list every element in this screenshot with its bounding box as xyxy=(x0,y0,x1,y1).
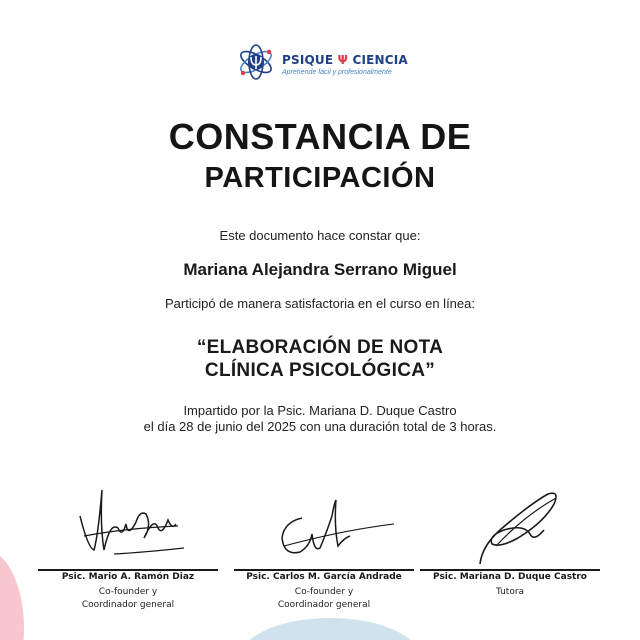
recipient-name: Mariana Alejandra Serrano Miguel xyxy=(183,260,457,279)
signature-line-1 xyxy=(38,569,218,571)
signature-block-2 xyxy=(234,476,414,626)
course-title-line1: “ELABORACIÓN DE NOTA xyxy=(196,337,444,358)
decorative-pink-shape xyxy=(0,548,24,640)
signatory-role-1b: Coordinador general xyxy=(81,600,175,610)
participation-text: Participó de manera satisfactoria en el curso en línea: xyxy=(164,296,475,311)
signature-line-3 xyxy=(420,569,600,571)
signatory-role-2a: Co-founder y xyxy=(294,587,354,597)
handwritten-signature-1 xyxy=(38,476,218,568)
certificate-title-line1: CONSTANCIA DE xyxy=(168,116,472,157)
brand-tagline: Aprehende fácil y profesionalmente xyxy=(282,69,392,76)
psi-symbol: Ψ xyxy=(337,53,349,67)
course-title-line2: CLÍNICA PSICOLÓGICA” xyxy=(204,360,436,381)
brand-name xyxy=(282,53,408,67)
signatory-name-1: Psic. Mario A. Ramón Diaz xyxy=(61,572,195,582)
handwritten-signature-3 xyxy=(420,476,600,568)
signature-block-1 xyxy=(38,476,218,626)
atom-psi-logo-icon xyxy=(236,40,276,84)
handwritten-signature-2 xyxy=(234,476,414,568)
signature-block-3 xyxy=(420,476,600,626)
brand-logo xyxy=(236,40,406,84)
signatory-role-3: Tutora xyxy=(495,587,525,597)
signatory-role-2b: Coordinador general xyxy=(277,600,371,610)
instructor-line: Impartido por la Psic. Mariana D. Duque Castro xyxy=(183,403,457,418)
date-duration-line: el día 28 de junio del 2025 con una duración total de 3 horas. xyxy=(143,419,497,434)
signature-line-2 xyxy=(234,569,414,571)
signatory-name-3: Psic. Mariana D. Duque Castro xyxy=(433,572,587,582)
brand-name-right: CIENCIA xyxy=(352,53,408,67)
signatory-role-1a: Co-founder y xyxy=(98,587,158,597)
certificate-intro: Este documento hace constar que: xyxy=(219,228,421,243)
signatory-name-2: Psic. Carlos M. García Andrade xyxy=(246,572,402,582)
certificate-title-line2: PARTICIPACIÓN xyxy=(204,162,436,194)
brand-name-left: PSIQUE xyxy=(282,53,334,67)
